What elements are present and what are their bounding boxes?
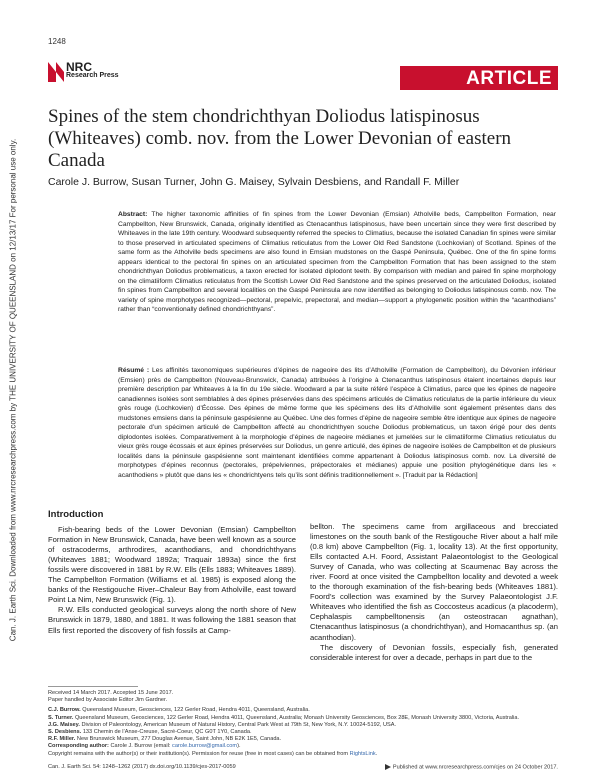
author-list: Carole J. Burrow, Susan Turner, John G. Maisey, Sylvain Desbiens, and Randall F. Miller	[48, 176, 460, 188]
footnote-divider	[48, 686, 138, 687]
corresponding-author: Corresponding author: Carole J. Burrow (email: carole.burrow@gmail.com).	[48, 743, 241, 750]
nrc-leaf-icon	[46, 58, 66, 84]
section-heading-introduction: Introduction	[48, 509, 104, 520]
footnotes	[48, 690, 558, 758]
logo-name: NRC	[66, 60, 92, 74]
rightslink-link[interactable]: RightsLink	[349, 750, 376, 757]
resume	[118, 366, 556, 481]
body-column-left	[48, 510, 296, 636]
copyright-notice: Copyright remains with the author(s) or their institution(s). Permission for reuse (free in most cases) can be obtained from RightsLink.	[48, 750, 378, 757]
received-dates: Received 14 March 2017. Accepted 15 June 2017.	[48, 690, 174, 696]
article-type-banner	[400, 66, 558, 90]
resume-label: Résumé :	[118, 367, 150, 374]
publication-notice: Published at www.nrcresearchpress.com/cjes on 24 October 2017.	[385, 764, 558, 770]
abstract	[118, 210, 556, 315]
paper-title: Spines of the stem chondrichthyan Doliodus latispinosus (Whiteaves) comb. nov. from the Lower Devonian of eastern Canada	[48, 106, 512, 171]
affiliation: R.F. Miller. New Brunswick Museum, 277 Douglas Avenue, Saint John, NB E2K 1E5, Canada.	[48, 736, 282, 743]
paragraph: R.W. Ells conducted geological surveys along the north shore of New Brunswick in 1879, 1880, and 1881. It was following the 1881 season that Ells first reported the discovery of fish fossils at Camp-	[48, 605, 296, 635]
affiliation: S. Desbiens. 133 Chemin de l’Anse-Creuse, Sacré-Coeur, QC G0T 1Y0, Canada.	[48, 729, 252, 736]
resume-text: Les affinités taxonomiques supérieures d’épines de nageoire des lits d’Atholville (Formation de Campbellton), du Dévonien inférieur (Emsien) près de Campbellton (Nouveau-Brunswick, Canada) attribuées à l’origine à Ctenacanthus latispinosus étaient incertaines depuis leur première description par Whiteaves à la fin du 19e siècle. Woodward a par la suite référé l’espèce à Climatius, parce que les épines de nageoire canadiennes isolées sont semblables à des épines préservées dans des spécimens articulés de Climatius reticulatus de la partie inférieure du vieux grès rouge (Lochkovien) d’Écosse. Des épines de même forme que les spécimens des lits d’Atholville sont également présentes dans des mudstones emsiens dans la péninsule gaspésienne au Québec. Une des formes d’épine de nageoire semble être identique aux épines de nageoire pectorale d’un spécimen articulé de Campbellton affecté au chondrichthyen souche Doliodus problematicus, un taxon érigé pour des dents diplodontes isolées. Comparativement à la morphologie d’épines de nageoire médianes et jumelées sur le climatiiforme Climatius reticulatus du vieux grès rouge écossais et aux épines préservées sur Doliodus, un genre articulé, des épines de nageoire isolées de Campbellton et de plusieurs localités dans la péninsule gaspésienne sont maintenant identifiées comme appartenant à Doliodus latispinosus comb. nov. La diversité de morphotypes d’épines reconnus (pectorales, prépelviennes, prépectorales et médianes) appuie une position phylogénétique dans les « acanthodiens » plutôt que dans les « chondrichtyens tels qu’ils sont définis traditionnellement ». [Traduit par la Rédaction]	[118, 367, 556, 480]
paragraph: The discovery of Devonian fossils, especially fish, generated considerable interest for over a decade, perhaps in part due to the	[310, 642, 558, 662]
journal-citation[interactable]: Can. J. Earth Sci. 54: 1248–1262 (2017) dx.doi.org/10.1139/cjes-2017-0059	[48, 764, 236, 770]
article-type-label: ARTICLE	[466, 68, 552, 89]
editor-note: Paper handled by Associate Editor Jim Gardner.	[48, 697, 168, 704]
download-notice: Can. J. Earth Sci. Downloaded from www.nrcresearchpress.com by THE UNIVERSITY OF QUEENSLAND on 12/13/17 For personal use only.	[8, 138, 18, 642]
download-sidebar	[2, 130, 24, 650]
affiliation: S. Turner. Queensland Museum, Geosciences, 122 Gerler Road, Hendra 4011, Queensland, Australia; Monash University Geosciences, Box 28E, Monash University 3800, Victoria, Australia.	[48, 714, 520, 721]
paragraph: bellton. The specimens came from argillaceous and brecciated limestones on the south bank of the Restigouche River about a half mile (0.8 km) above Campbellton (Fig. 1, locality 13). At the first opportunity, Ells contacted A.H. Foord, Assistant Palaeontologist to the Geological Survey of Canada, who was collecting at Scaumenac Bay across the river. Foord at once visited the Campbellton locality and devoted a week to the thorough examination of the fish-bearing beds (Whiteaves 1881). Foord’s collection was examined by the Survey Palaeontologist J.F. Whiteaves who identified the fish as Coccosteus acadicus (a placoderm), Cephalaspis campbelltonensis (an osteostracan agnathan), Ctenacanthus latispinosus (a chondrichthyan), and Homacanthus sp. (an acanthodian).	[310, 522, 558, 642]
logo-subtitle: Research Press	[66, 72, 119, 79]
page-number: 1248	[48, 37, 66, 46]
abstract-label: Abstract:	[118, 211, 148, 218]
paragraph: Fish-bearing beds of the Lower Devonian (Emsian) Campbellton Formation in New Brunswick, Canada, have been well known as a source of ostracoderms, arthrodires, acanthodians, and chondrichthyans (Whiteaves 1881; Woodward 1892a; Traquair 1893a) since the first fossils were discovered in 1881 by R.W. Ells (Ells 1883; Whiteaves 1889). The Campbellton Formation (Williams et al. 1985) is exposed along the banks of the Restigouche River–Chaleur Bay from Atholville, east toward Point La Nim, New Brunswick (Fig. 1).	[48, 525, 296, 605]
body-column-right	[310, 522, 558, 663]
email-link[interactable]: carole.burrow@gmail.com	[172, 743, 238, 750]
affiliation: C.J. Burrow. Queensland Museum, Geosciences, 122 Gerler Road, Hendra 4011, Queensland, Australia.	[48, 707, 310, 714]
abstract-text: The higher taxonomic affinities of fin spines from the Lower Devonian (Emsian) Atholville beds, Campbellton Formation, near Campbellton, New Brunswick, Canada, originally identified as Ctenacanthus latispinosus, have been uncertain since they were first described by Whiteaves in the late 19th century. Woodward subsequently referred the species to Climatius, because the isolated Canadian fin spines were similar to those preserved in articulated specimens of Climatius reticulatus from the Lower Old Red Sandstone (Lochkovian) of Scotland. Spines of the same form as the Atholville beds specimens are also found in Emsian mudstones on the Gaspé Peninsula, Québec. One of the fin spine forms appears identical to the pectoral fin spines on an articulated specimen from the Campbellton Formation that has been assigned to the stem chondrichthyan Doliodus problematicus, a taxon erected for isolated diplodont teeth. By comparison with median and paired fin spine morphology on the climatiiform Climatius reticulatus from the Scottish Lower Old Red Sandstone and the spines preserved on the articulated Doliodus, isolated fin spines from Campbellton and several localities on the Gaspé Peninsula are now identified as belonging to Doliodus latispinosus comb. nov. The variety of spine morphotypes recognized—pectoral, prepelvic, prepectoral, and median—support a phylogenetic position within the “acanthodians” rather than “conventionally defined chondrichthyans”.	[118, 211, 557, 314]
arrow-icon	[385, 764, 391, 770]
nrc-logo[interactable]	[46, 52, 166, 92]
affiliation: J.G. Maisey. Division of Paleontology, American Museum of Natural History, Central Park West at 79th St, New York, N.Y. 10024-5192, USA.	[48, 721, 397, 728]
